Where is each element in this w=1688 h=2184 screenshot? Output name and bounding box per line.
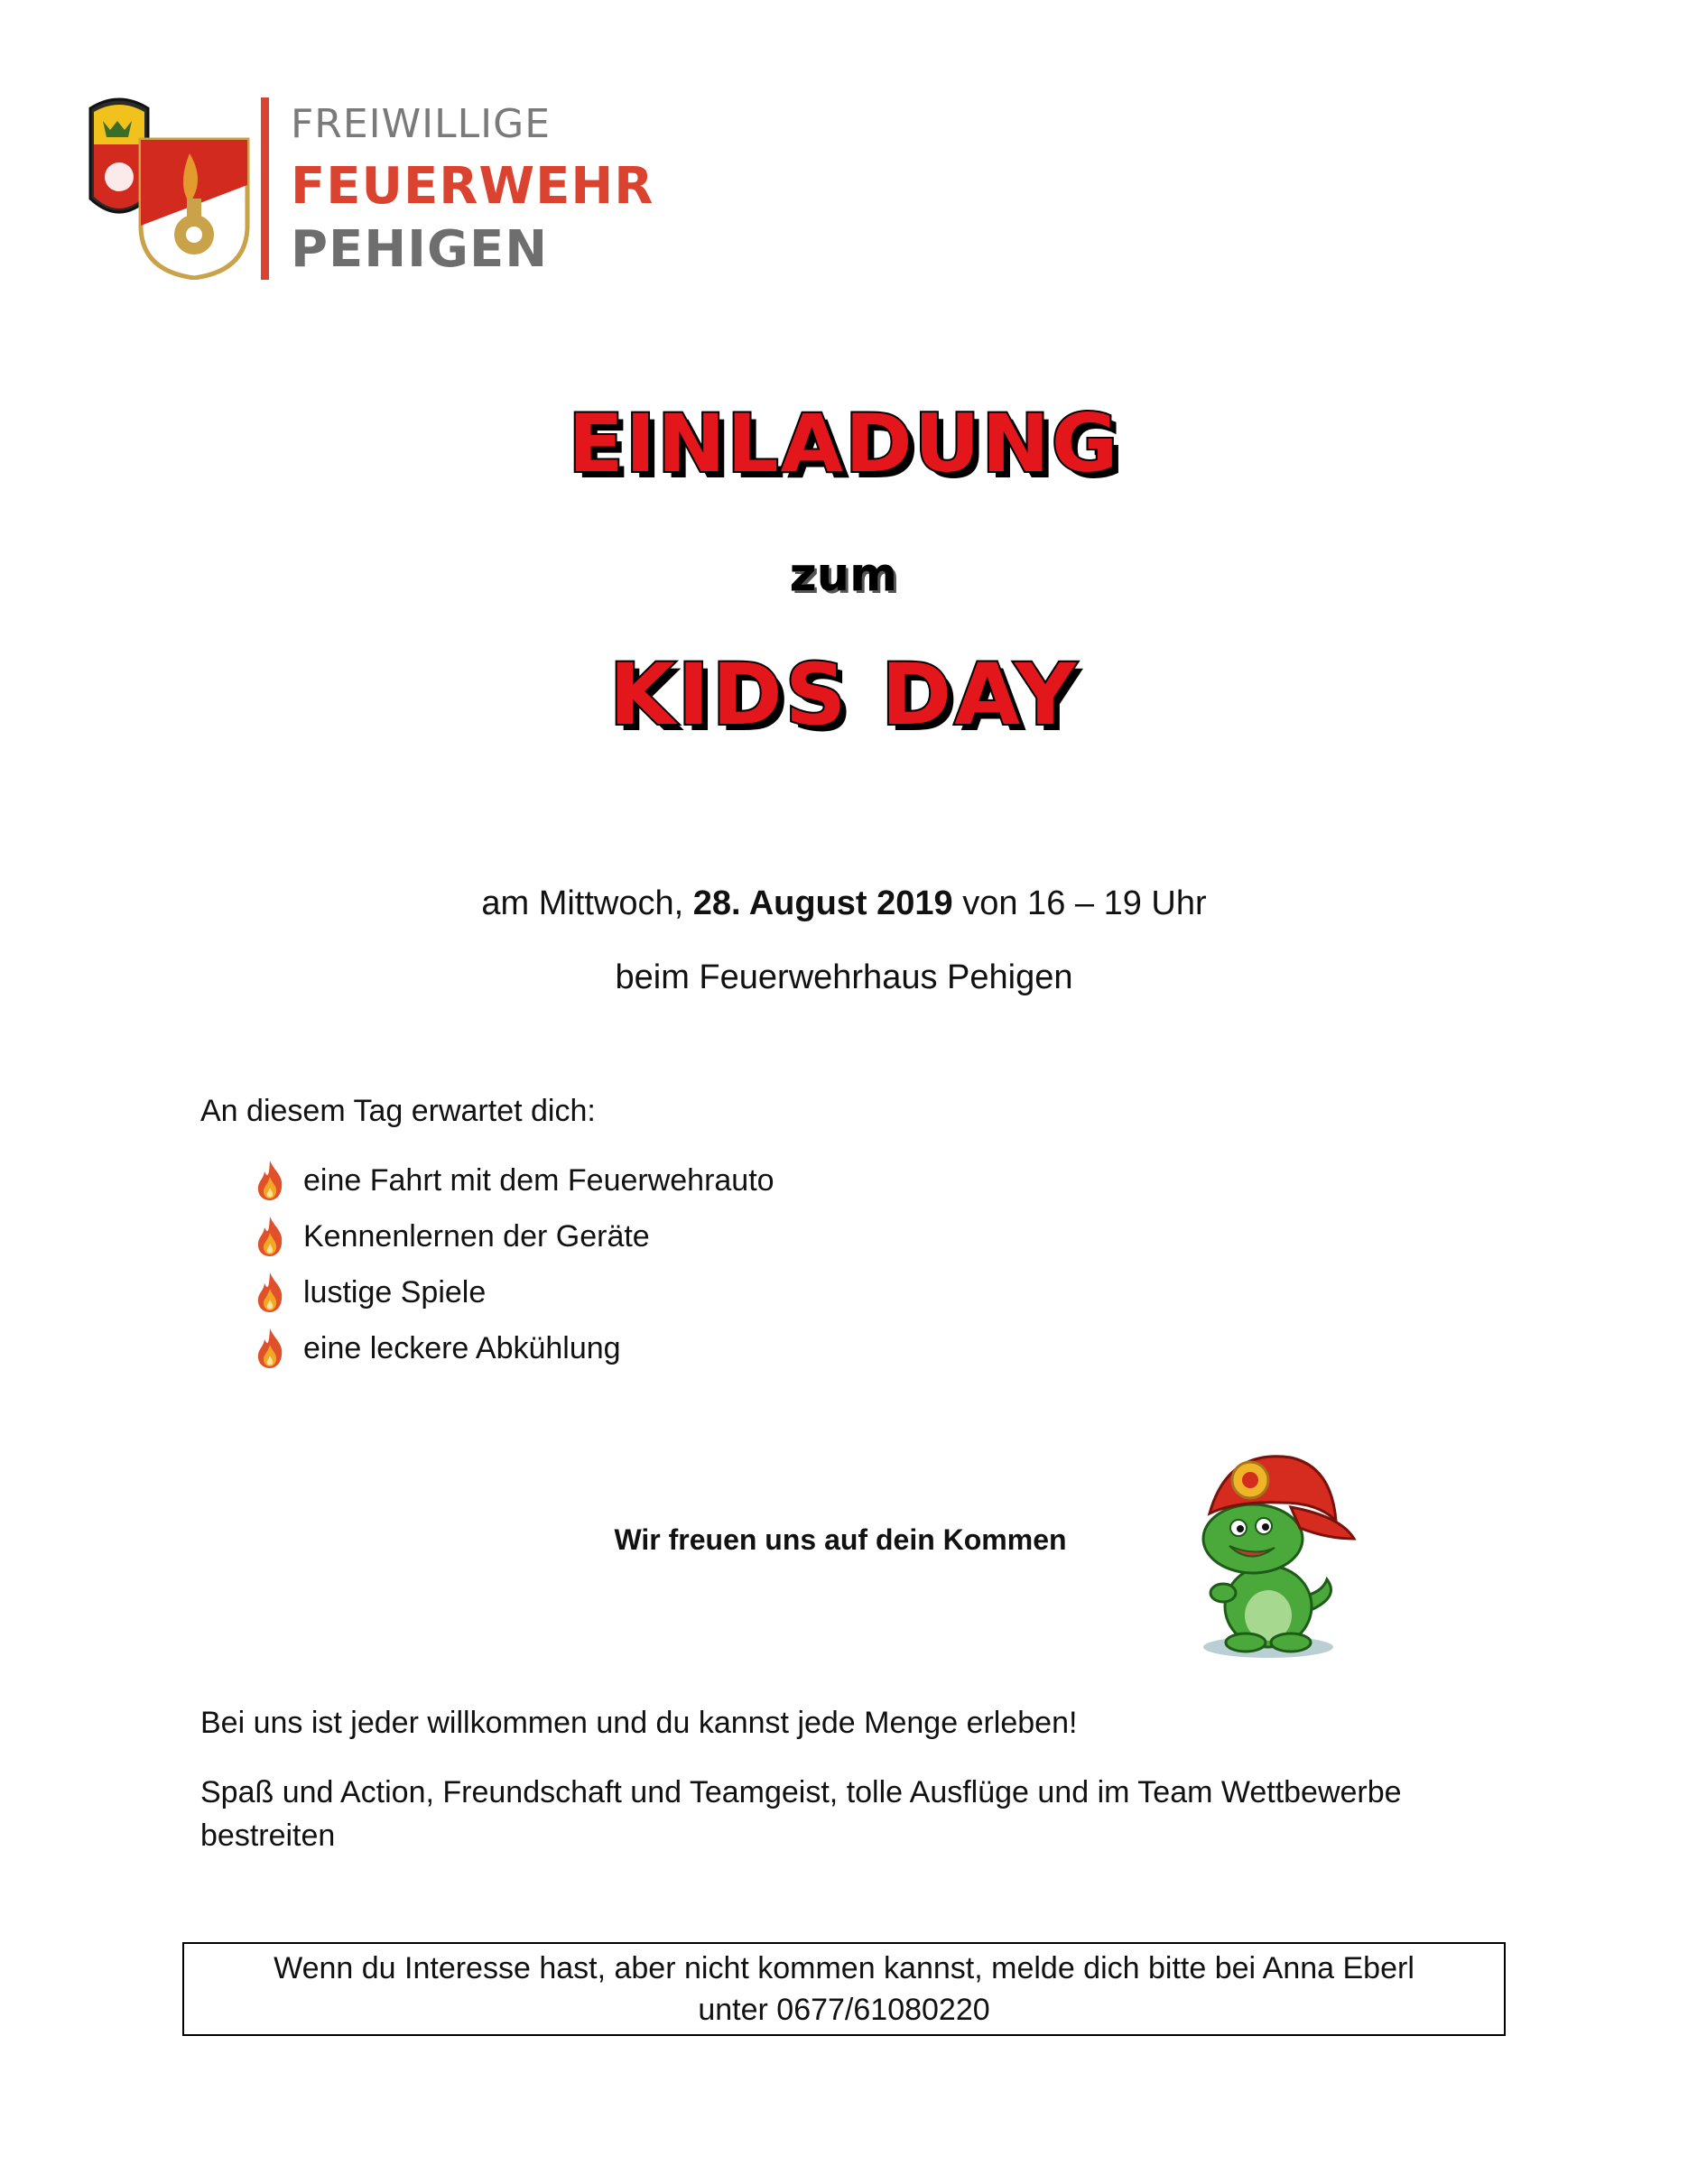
title-zum: zum bbox=[790, 549, 898, 601]
list-item-text: Kennenlernen der Geräte bbox=[303, 1218, 650, 1254]
flame-icon bbox=[255, 1327, 285, 1370]
logo-line-pehigen: PEHIGEN bbox=[291, 220, 549, 279]
date-suffix: von 16 – 19 Uhr bbox=[952, 884, 1207, 922]
logo-line-freiwillige: FREIWILLIGE bbox=[291, 101, 552, 147]
welcome-text bbox=[0, 1523, 1688, 1557]
list-item bbox=[255, 1325, 621, 1372]
contact-line-2: unter 0677/61080220 bbox=[698, 1993, 990, 2027]
event-date-line bbox=[0, 884, 1688, 923]
list-item-text: eine Fahrt mit dem Feuerwehrauto bbox=[303, 1162, 774, 1198]
firefighter-dinosaur-icon bbox=[1173, 1430, 1363, 1665]
event-date: 28. August 2019 bbox=[692, 884, 953, 922]
welcome-label: Wir freuen uns auf dein Kommen bbox=[614, 1523, 1067, 1556]
flame-icon bbox=[255, 1215, 285, 1258]
contact-box bbox=[182, 1942, 1506, 2036]
closing-line-2: Spaß und Action, Freundschaft und Teamgeist, tolle Ausflüge und im Team Wettbewerbe bestreiten bbox=[200, 1775, 1402, 1853]
flame-icon bbox=[255, 1159, 285, 1202]
date-prefix: am Mittwoch, bbox=[481, 884, 693, 922]
list-item-text: lustige Spiele bbox=[303, 1274, 487, 1309]
closing-line-1: Bei uns ist jeder willkommen und du kannst jede Menge erleben! bbox=[200, 1706, 1078, 1740]
intro-text: An diesem Tag erwartet dich: bbox=[200, 1094, 596, 1128]
list-item bbox=[255, 1213, 650, 1260]
event-place: beim Feuerwehrhaus Pehigen bbox=[615, 958, 1073, 996]
contact-line-1: Wenn du Interesse hast, aber nicht kommen kannst, melde dich bitte bei Anna Eberl bbox=[274, 1951, 1414, 1985]
fire-department-crest-icon bbox=[83, 90, 255, 280]
list-item-text: eine leckere Abkühlung bbox=[303, 1330, 621, 1365]
logo-divider bbox=[261, 97, 269, 280]
logo-line-feuerwehr: FEUERWEHR bbox=[291, 157, 654, 216]
title-einladung: EINLADUNG bbox=[568, 397, 1120, 490]
flame-icon bbox=[255, 1271, 285, 1314]
list-item bbox=[255, 1157, 774, 1204]
title-kids-day: KIDS DAY bbox=[608, 646, 1080, 745]
list-item bbox=[255, 1269, 486, 1316]
